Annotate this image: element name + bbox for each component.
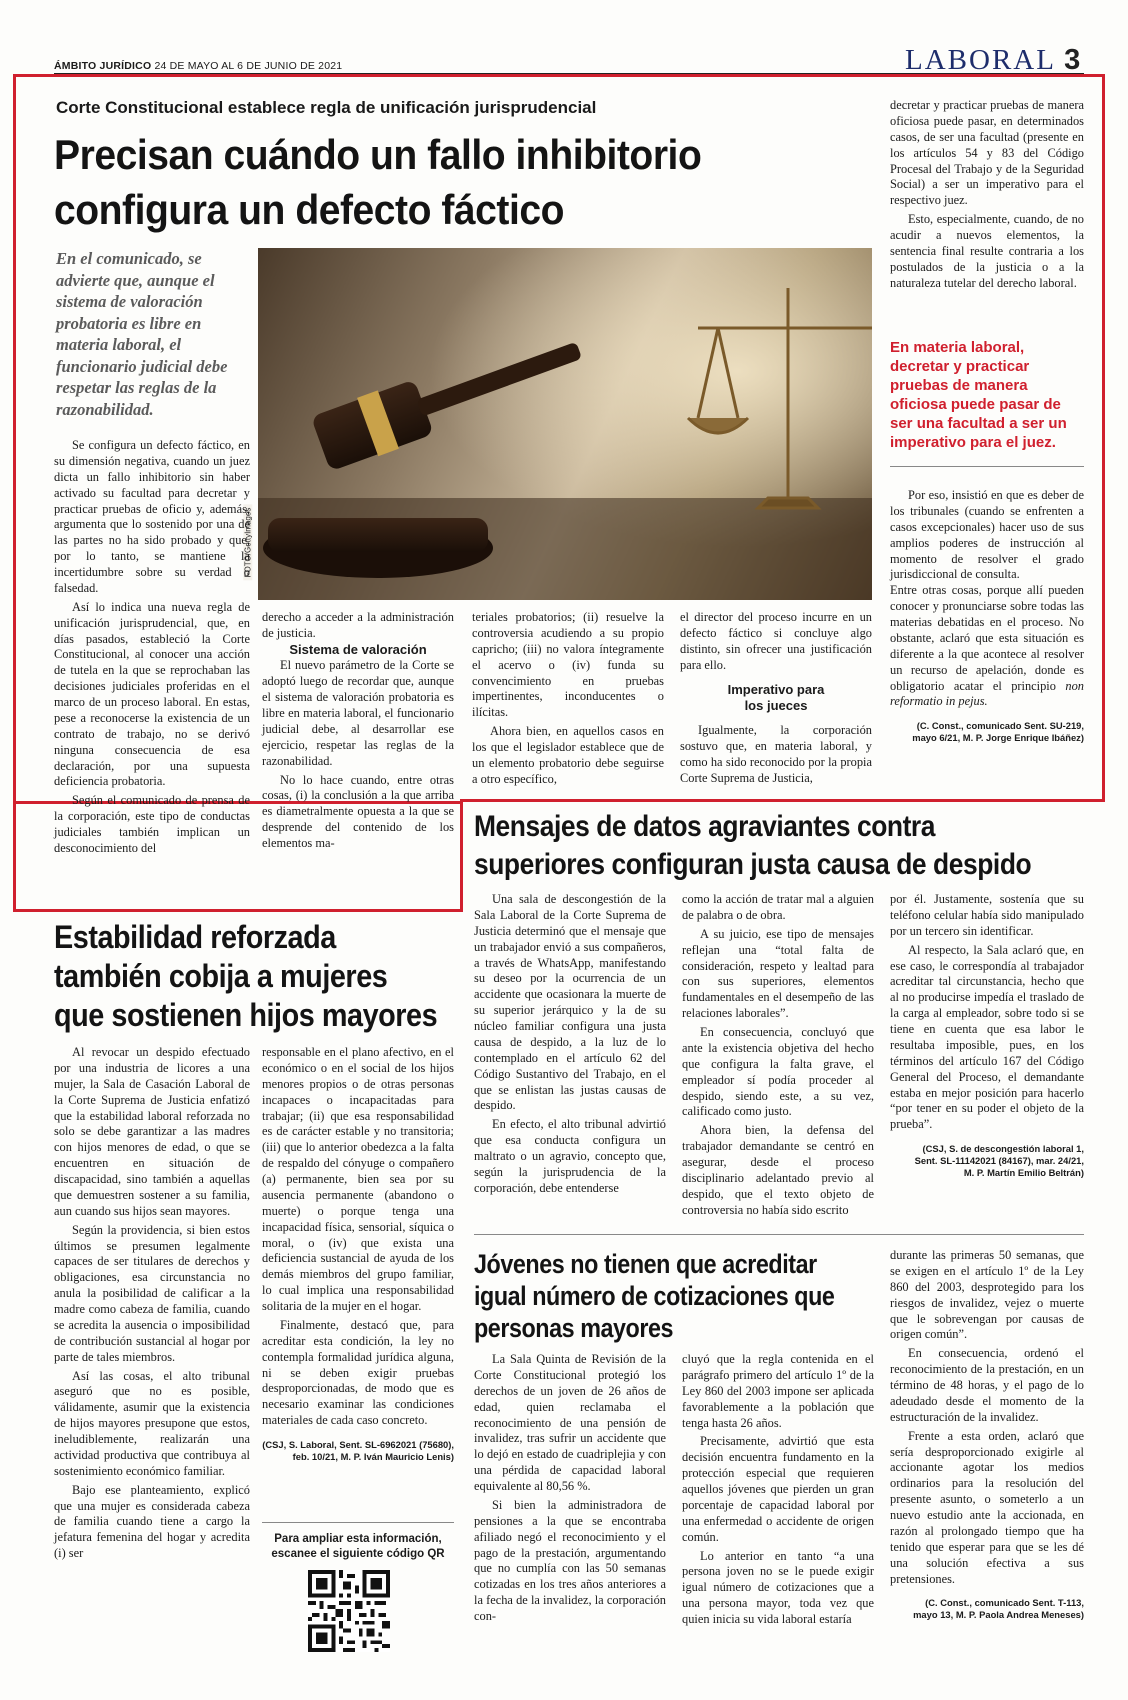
article1-kicker: Corte Constitucional establece regla de unificación jurisprudencial bbox=[56, 98, 597, 117]
article1-right-paragraph: decretar y practicar pruebas de manera oficiosa puede pasar, en determinados casos, de ser una facultad (presente en los artículos 54 y 83 del Código Procesal del Trabajo y de la Seguridad Social) a ser un imperativo para el respectivo juez. bbox=[890, 98, 1084, 208]
article1-col2-paragraph: No lo hace cuando, entre otras cosas, (i) la conclusión a la que arriba es diametralmente opuesta a la que se desprende del contenido de los elementos ma- bbox=[262, 772, 454, 850]
subhead-line: Imperativo para bbox=[727, 681, 825, 697]
article2-column-1 bbox=[54, 1045, 250, 1655]
article4-headline-line2: igual número de cotizaciones que bbox=[474, 1281, 835, 1311]
article3-headline bbox=[474, 808, 1031, 884]
pull-quote-rule bbox=[890, 466, 1084, 467]
publication-name: ÁMBITO JURÍDICO bbox=[54, 60, 152, 72]
article1-column-4 bbox=[680, 610, 872, 800]
article4-col2-paragraph: Precisamente, advirtió que esta decisión encuentra fundamento en la protección especial que requieren aquellos jóvenes que pierden un gran porcentaje de capacidad laboral por una enfermedad o accidente de origen común. bbox=[682, 1434, 874, 1544]
article1-right-paragraph: Por eso, insistió en que es deber de los tribunales (cuando se enfrenten a casos excepcionales) hacer uso de sus amplios poderes de instrucción al momento de resolver el grado jurisdiccional de consulta. bbox=[890, 488, 1084, 582]
article2-column-2 bbox=[262, 1045, 454, 1515]
article4-col1-paragraph: La Sala Quinta de Revisión de la Corte Constitucional protegió los derechos de un joven de 26 años de edad, quien reclamaba el reconocimiento de una pensión de invalidez, tras sufrir un accidente que lo dejó en estado de cuadriplejia y con una pérdida de capacidad laboral equivalente al 80,56 %. bbox=[474, 1352, 666, 1493]
article4-headline-line3: personas mayores bbox=[474, 1313, 674, 1343]
article1-col4-paragraph: Igualmente, la corporación sostuvo que, en materia laboral, y como ha sido reconocido por la propia Corte Suprema de Justicia, bbox=[680, 723, 872, 785]
article1-column-1 bbox=[54, 438, 250, 855]
article4-citation bbox=[890, 1597, 1084, 1621]
article4-col1-paragraph: Si bien la administradora de pensiones a la que se encontraba afiliado negó el reconocimiento y el pago de la prestación, argumentando que no cumplía con las 50 semanas cotizadas en los tres años anteriores a la fecha de la invalidez, la corporación con- bbox=[474, 1497, 666, 1623]
article3-col1-paragraph: En efecto, el alto tribunal advirtió que esa conducta configura un maltrato o un agravio, concepto que, según la jurisprudencia de la corporación, debe entenderse bbox=[474, 1117, 666, 1195]
article3-column-2 bbox=[682, 892, 874, 1226]
article1-column-3 bbox=[472, 610, 664, 800]
article1-pull-quote: En materia laboral, decretar y practicar pruebas de manera oficiosa puede pasar de ser una facultad a ser un imperativo para el juez. bbox=[890, 339, 1067, 451]
section-name: LABORAL bbox=[905, 44, 1055, 76]
citation-line: M. P. Martín Emilio Beltrán) bbox=[963, 1166, 1084, 1178]
article1-col1-paragraph: Así lo indica una nueva regla de unificación jurisprudencial, que, en días pasados, estableció la Corte Constitucional, al conocer una acción de tutela en la que se reprochaban las decisiones judiciales proferidas en el marco de un proceso laboral. En estas, pese a reconocerse la existencia de un contrato de trabajo, no se derivó ninguna consecuencia de esa declaración, por una supuesta deficiencia probatoria. bbox=[54, 599, 250, 789]
article4-headline bbox=[474, 1248, 834, 1344]
article1-col3-paragraph: Ahora bien, en aquellos casos en los que el legislador establece que de un elemento probatorio debe seguirse a otro específico, bbox=[472, 724, 664, 786]
article1-col1-paragraph: Se configura un defecto fáctico, en su dimensión negativa, cuando un juez dicta un fallo inhibitorio sin haber activado su facultad para decretar y practicar pruebas de oficio y, además, argumenta que lo sostenido por una de las partes no ha sido probado y que, por lo tanto, se mantiene la incertidumbre sobre su verdad o falsedad. bbox=[54, 438, 250, 595]
article3-col2-paragraph: Ahora bien, la defensa del trabajador demandante se centró en asegurar, desde el proceso disciplinario adelantado previo al despido, que el texto objeto de controversia no había sido escrito bbox=[682, 1123, 874, 1217]
article3-citation bbox=[890, 1143, 1084, 1178]
article4-col3-paragraph: En consecuencia, ordenó el reconocimiento de la prestación, en un término de 48 horas, y el pago de lo adeudado desde el momento de la estructuración de la invalidez. bbox=[890, 1346, 1084, 1424]
article2-col1-paragraph: Según la providencia, si bien estos últimos se presumen legalmente capaces de ser titulares de derechos y obligaciones, esa circunstancia no anula la posibilidad de calificar a la madre como cabeza de familia, cuando se acredita la ausencia o imposibilidad de contribución sustancial al hogar por parte de tales miembros. bbox=[54, 1222, 250, 1364]
article3-bottom-rule bbox=[474, 1234, 1084, 1235]
article2-headline-line3: que sostienen hijos mayores bbox=[54, 997, 438, 1033]
citation-line: (CSJ, S. Laboral, Sent. SL-6962021 (75680), bbox=[262, 1439, 454, 1450]
article3-headline-line1: Mensajes de datos agraviantes contra bbox=[474, 810, 936, 843]
article4-col3-paragraph: Frente a esta orden, aclaró que sería desproporcionado exigirle al accionante agotar los medios ordinarios para la resolución del presente asunto, o someterlo a un nuevo estudio ante la accionada, en razón al prolongado tiempo que ha tenido que esperar para que se les dé una solución efectiva a sus pretensiones. bbox=[890, 1428, 1084, 1586]
article2-citation bbox=[262, 1439, 454, 1463]
article1-subhead-imperativo bbox=[680, 682, 872, 716]
photo-credit: FOTO/GettyImages bbox=[243, 505, 252, 581]
article1-headline-line2: configura un defecto fáctico bbox=[54, 186, 565, 233]
article1-photo bbox=[243, 248, 872, 600]
qr-code-icon[interactable] bbox=[308, 1570, 390, 1652]
article2-col2-paragraph: responsable en el plano afectivo, en el económico o en el social de los hijos menores propios o de otras personas incapaces o incapacitadas para trabajar; (ii) que esa responsabilidad es de carácter estable y no transitoria; (iii) que lo anterior obedezca a la falta de respaldo del cónyuge o compañero (a) permanente, bien sea por su ausencia permanente (abandono o muerte) o porque tenga una incapacidad física, sensorial, síquica o moral, o (iv) que exista una deficiencia sustancial de ayuda de los demás miembros del grupo familiar, lo cual implica una responsabilidad solitaria de la mujer en el hogar. bbox=[262, 1045, 454, 1313]
article1-lead: En el comunicado, se advierte que, aunque el sistema de valoración probatoria es libre en materia laboral, el funcionario judicial debe respetar las reglas de la razonabilidad. bbox=[56, 249, 228, 419]
qr-caption bbox=[262, 1532, 454, 1562]
article1-citation bbox=[890, 720, 1084, 744]
article3-headline-line2: superiores configuran justa causa de despido bbox=[474, 848, 1032, 881]
qr-caption-line: Para ampliar esta información, bbox=[274, 1533, 442, 1545]
latin-phrase: non reformatio in pejus. bbox=[890, 678, 1084, 709]
article1-subhead-sistema: Sistema de valoración bbox=[289, 641, 427, 657]
article1-column-2 bbox=[262, 610, 454, 850]
article2-headline-line2: también cobija a mujeres bbox=[54, 958, 388, 994]
citation-line: feb. 10/21, M. P. Iván Mauricio Lenis) bbox=[292, 1450, 454, 1462]
publication-dates: 24 DE MAYO AL 6 DE JUNIO DE 2021 bbox=[154, 60, 343, 72]
article1-col1-paragraph: Según el comunicado de prensa de la corporación, este tipo de conductas judiciales también implican un desconocimiento del bbox=[54, 793, 250, 855]
article2-col1-paragraph: Al revocar un despido efectuado por una industria de licores a una mujer, la Sala de Casación Laboral de la Corte Suprema de Justicia enfatizó que la estabilidad laboral reforzada no solo se debe garantizar a las madres con hijos menores de edad, o que se encuentren en situación de discapacidad, sino también a aquellas que demuestren sostener a su familia, aun cuando sus hijos sean mayores. bbox=[54, 1045, 250, 1218]
article1-right-paragraph: Esto, especialmente, cuando, de no acudir a nuevos elementos, la sentencia final resulte contraria a los postulados de la justicia o a la naturaleza tutelar del derecho laboral. bbox=[890, 212, 1084, 290]
qr-caption-line: escanee el siguiente código QR bbox=[271, 1547, 445, 1560]
citation-line: (CSJ, S. de descongestión laboral 1, bbox=[922, 1143, 1084, 1155]
article3-column-3 bbox=[890, 892, 1084, 1226]
article3-column-1 bbox=[474, 892, 666, 1226]
qr-rule bbox=[262, 1522, 454, 1523]
subhead-line: los jueces bbox=[744, 698, 808, 714]
article4-column-2 bbox=[682, 1352, 874, 1658]
article1-col2-paragraph: El nuevo parámetro de la Corte se adoptó luego de recordar que, aunque el sistema de valoración probatoria es libre en materia laboral, el funcionario judicial debe, al desarrollar ese ejercicio, respetar las reglas de la razonabilidad. bbox=[262, 658, 454, 768]
citation-line: Sent. SL-11142021 (84167), mar. 24/21, bbox=[914, 1154, 1084, 1166]
masthead-publication bbox=[54, 60, 342, 72]
article1-col4-paragraph: el director del proceso incurre en un defecto fáctico si concluye algo distinto, sin ofrecer una justificación para ello. bbox=[680, 610, 872, 672]
citation-line: mayo 6/21, M. P. Jorge Enrique Ibáñez) bbox=[912, 732, 1084, 743]
article1-headline-line1: Precisan cuándo un fallo inhibitorio bbox=[54, 131, 702, 178]
article3-col2-paragraph: En consecuencia, concluyó que ante la existencia objetiva del hecho que configura la falta grave, el empleador sí podía proceder al despido, siendo este, a su vez, calificado como justo. bbox=[682, 1025, 874, 1119]
article3-col3-paragraph: Al respecto, la Sala aclaró que, en ese caso, le correspondía al trabajador acreditar tal circunstancia, hecho que al no producirse impedía el traslado de la carga al empleador, sobre todo si se tiene en cuenta que esa labor le resultaba imposible, pues, en los términos del artículo 167 del Código General del Proceso, el demandante estaba en mejor posición para hacerlo “por tener en su poder el objeto de la prueba”. bbox=[890, 942, 1084, 1132]
article1-col3-paragraph: teriales probatorios; (ii) resuelve la controversia acudiendo a su propio capricho; (iii) no valora íntegramente el acervo o (iv) funda su convencimiento en pruebas impertinentes, inconducentes o ilícitas. bbox=[472, 610, 664, 720]
article3-col2-paragraph: A su juicio, ese tipo de mensajes reflejan una “total falta de consideración, respeto y lealtad para con sus superiores, elementos fundamentales en el desempeño de las relaciones laborales”. bbox=[682, 926, 874, 1021]
article2-headline bbox=[54, 918, 437, 1035]
article2-col1-paragraph: Así las cosas, el alto tribunal aseguró que no es posible, válidamente, asumir que la existencia de hijos mayores presupone que estos, ineludiblemente, realizarán una actividad productiva que contribuya al sostenimiento económico familiar. bbox=[54, 1368, 250, 1478]
article1-headline bbox=[54, 127, 701, 237]
article1-right-column-top bbox=[890, 98, 1084, 334]
article3-col1-paragraph: Una sala de descongestión de la Sala Laboral de la Corte Suprema de Justicia determinó que el mensaje que un trabajador envió a sus compañeros, a través de WhatsApp, manifestando su deseo por la ocurrencia de un accidente que ocasionara la muerte de su superior jerárquico y la de su núcleo familiar configura una justa causa de despido, a la luz de lo contemplado en el artículo 62 del Código Sustantivo del Trabajo, en el que se enlistan las justas causas de despido. bbox=[474, 892, 666, 1113]
section-header bbox=[905, 44, 1082, 77]
page-number: 3 bbox=[1064, 44, 1083, 76]
article4-col2-paragraph: cluyó que la regla contenida en el parágrafo primero del artículo 1º de la Ley 860 del 2003 impone ser aplicada favorablemente a la población que tenga hasta 26 años. bbox=[682, 1352, 874, 1430]
article4-column-1 bbox=[474, 1352, 666, 1658]
gavel-scales-image bbox=[258, 248, 872, 600]
article4-col2-paragraph: Lo anterior en tanto “a una persona joven no se le puede exigir igual número de cotizaciones que a una persona mayor, toda vez que quien inicia su vida laboral estaría bbox=[682, 1548, 874, 1626]
article1-right-column-bottom bbox=[890, 488, 1084, 798]
article4-col3-paragraph: durante las primeras 50 semanas, que se exigen en el artículo 1º de la Ley 860 del 2003, desprotegido para los riesgos de invalidez, vejez o muerte que le sobrevengan por causas de origen común”. bbox=[890, 1248, 1084, 1342]
citation-line: (C. Const., comunicado Sent. SU-219, bbox=[916, 720, 1084, 732]
article3-col2-paragraph: como la acción de tratar mal a alguien de palabra o de obra. bbox=[682, 892, 874, 922]
article1-col2-paragraph: derecho a acceder a la administración de justicia. bbox=[262, 610, 454, 640]
article4-headline-line1: Jóvenes no tienen que acreditar bbox=[474, 1249, 817, 1279]
article2-headline-line1: Estabilidad reforzada bbox=[54, 919, 336, 955]
citation-line: mayo 13, M. P. Paola Andrea Meneses) bbox=[913, 1609, 1084, 1621]
article2-col1-paragraph: Bajo ese planteamiento, explicó que una mujer es considerada cabeza de familia cuando tiene a cargo la jefatura femenina del hogar y acredita (i) ser bbox=[54, 1482, 250, 1561]
article2-col2-paragraph: Finalmente, destacó que, para acreditar esta condición, la ley no contempla formalidad jurídica alguna, ni se deben exigir pruebas desproporcionadas, de modo que es necesario examinar las condiciones materiales de cada caso concreto. bbox=[262, 1317, 454, 1428]
citation-line: (C. Const., comunicado Sent. T-113, bbox=[925, 1597, 1084, 1609]
article3-col3-paragraph: por él. Justamente, sostenía que su teléfono celular había sido manipulado por un tercero sin identificar. bbox=[890, 892, 1084, 938]
article4-column-3 bbox=[890, 1248, 1084, 1658]
article1-right-paragraph: Entre otras cosas, porque allí pueden conocer y pronunciarse sobre todas las materias debatidas en el proceso. No obstante, aclaró que esta situación es diferente a la que acontece al resolver un recurso de apelación, donde es obligatorio acatar el principio bbox=[890, 583, 1084, 693]
